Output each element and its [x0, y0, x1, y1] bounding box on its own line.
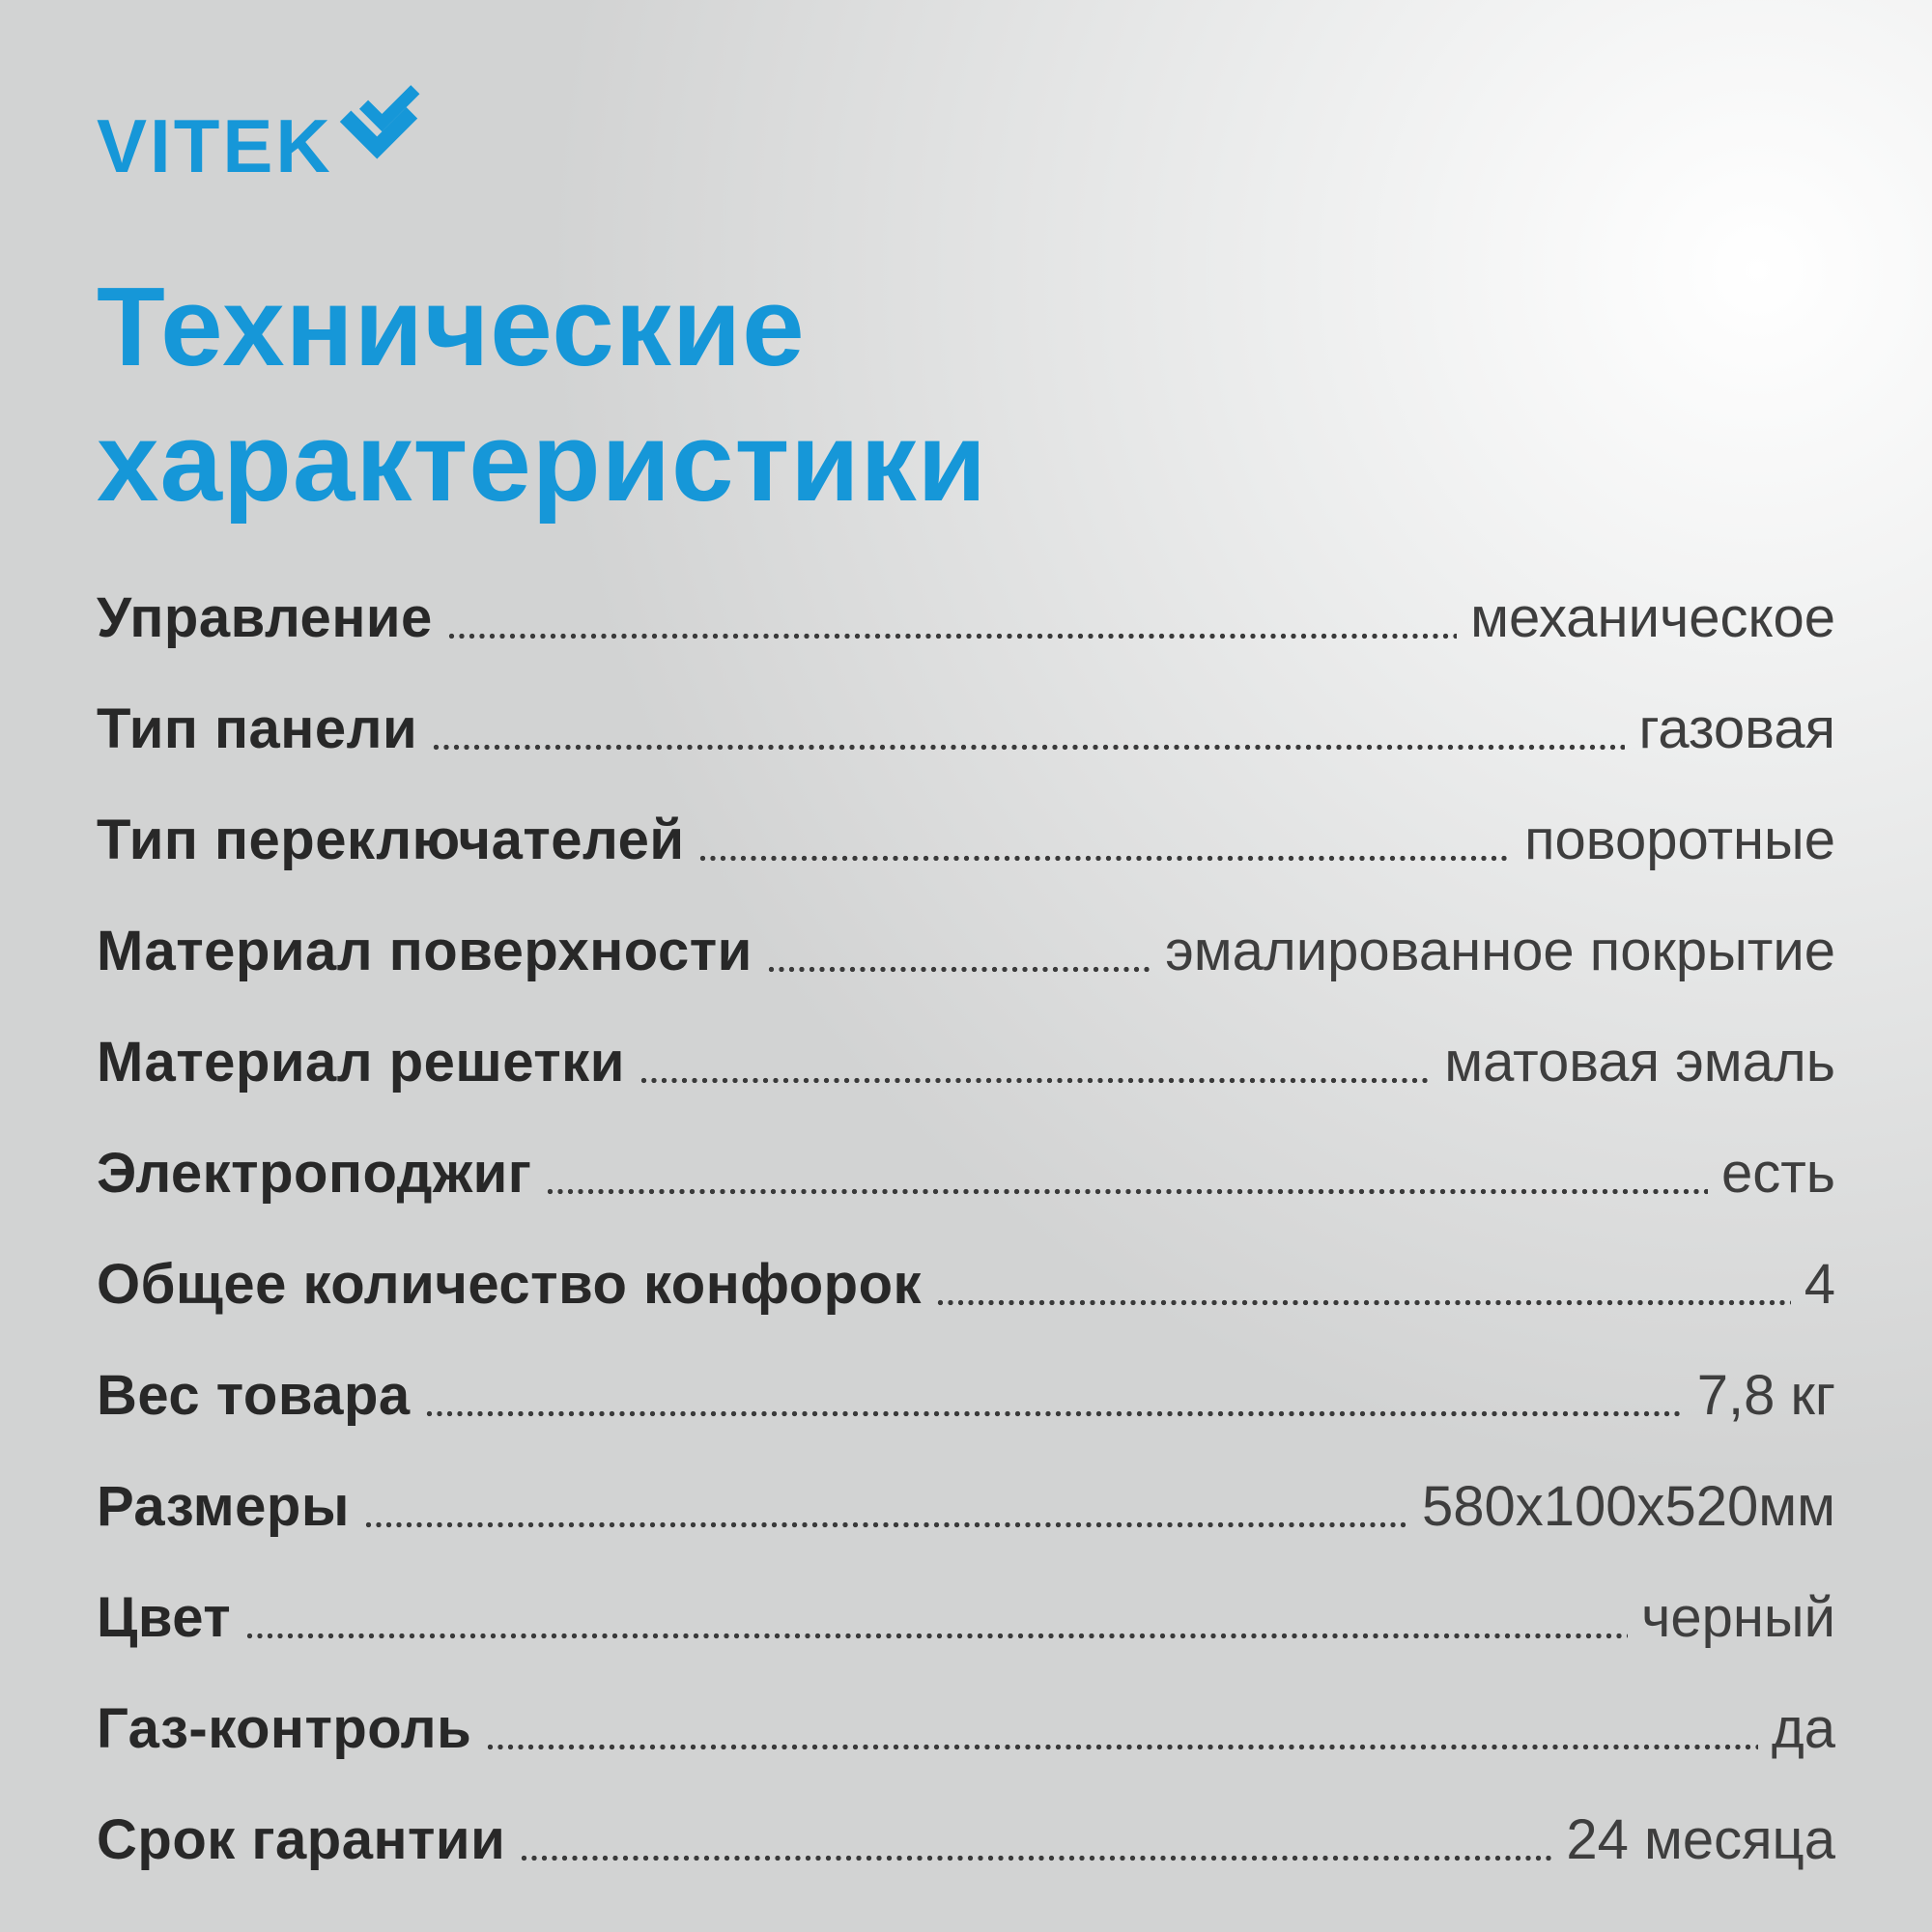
spec-label: Вес товара: [97, 1363, 411, 1427]
spec-label: Тип панели: [97, 696, 418, 760]
spec-row: [97, 1363, 1835, 1427]
spec-label: Размеры: [97, 1474, 350, 1538]
dotted-leader: [699, 855, 1511, 862]
brand-logo-text: VITEK: [97, 103, 333, 188]
spec-row: [97, 1474, 1835, 1538]
spec-row: [97, 696, 1835, 760]
dotted-leader: [365, 1521, 1408, 1528]
spec-label: Материал поверхности: [97, 919, 753, 982]
spec-value: механическое: [1470, 585, 1835, 649]
spec-row: [97, 808, 1835, 871]
spec-label: Цвет: [97, 1585, 232, 1649]
spec-value: газовая: [1638, 696, 1835, 760]
spec-label: Управление: [97, 585, 433, 649]
spec-value: да: [1771, 1696, 1835, 1760]
dotted-leader: [246, 1633, 1628, 1639]
dotted-leader: [433, 744, 1625, 751]
spec-value: есть: [1720, 1141, 1835, 1205]
spec-value: матовая эмаль: [1444, 1030, 1835, 1094]
spec-label: Срок гарантии: [97, 1807, 506, 1871]
page-title-line1: Технические: [97, 264, 806, 389]
dotted-leader: [448, 633, 1457, 639]
dotted-leader: [768, 966, 1151, 973]
spec-row: [97, 1141, 1835, 1205]
spec-value: поворотные: [1524, 808, 1835, 871]
spec-row: [97, 1585, 1835, 1649]
spec-label: Электроподжиг: [97, 1141, 532, 1205]
vitek-double-check-icon: [337, 85, 420, 174]
spec-value: 4: [1804, 1252, 1835, 1316]
spec-row: [97, 585, 1835, 649]
spec-row: [97, 1030, 1835, 1094]
brand-logo: [97, 85, 1835, 193]
spec-value: эмалированное покрытие: [1165, 919, 1835, 982]
spec-row: [97, 1252, 1835, 1316]
page-title: [97, 259, 1835, 530]
spec-value: 24 месяца: [1566, 1807, 1835, 1871]
spec-label: Тип переключателей: [97, 808, 685, 871]
spec-row: [97, 919, 1835, 982]
spec-list: [97, 585, 1835, 1871]
spec-value: черный: [1641, 1585, 1835, 1649]
spec-row: [97, 1807, 1835, 1871]
page-title-line2: характеристики: [97, 399, 987, 526]
spec-value: 7,8 кг: [1696, 1363, 1835, 1427]
dotted-leader: [640, 1077, 1431, 1084]
dotted-leader: [521, 1855, 1552, 1861]
spec-value: 580x100x520мм: [1421, 1474, 1835, 1538]
spec-label: Общее количество конфорок: [97, 1252, 923, 1316]
spec-label: Газ-контроль: [97, 1696, 472, 1760]
spec-label: Материал решетки: [97, 1030, 625, 1094]
spec-row: [97, 1696, 1835, 1760]
dotted-leader: [937, 1299, 1791, 1306]
dotted-leader: [547, 1188, 1708, 1195]
dotted-leader: [487, 1744, 1758, 1750]
dotted-leader: [426, 1410, 1684, 1417]
